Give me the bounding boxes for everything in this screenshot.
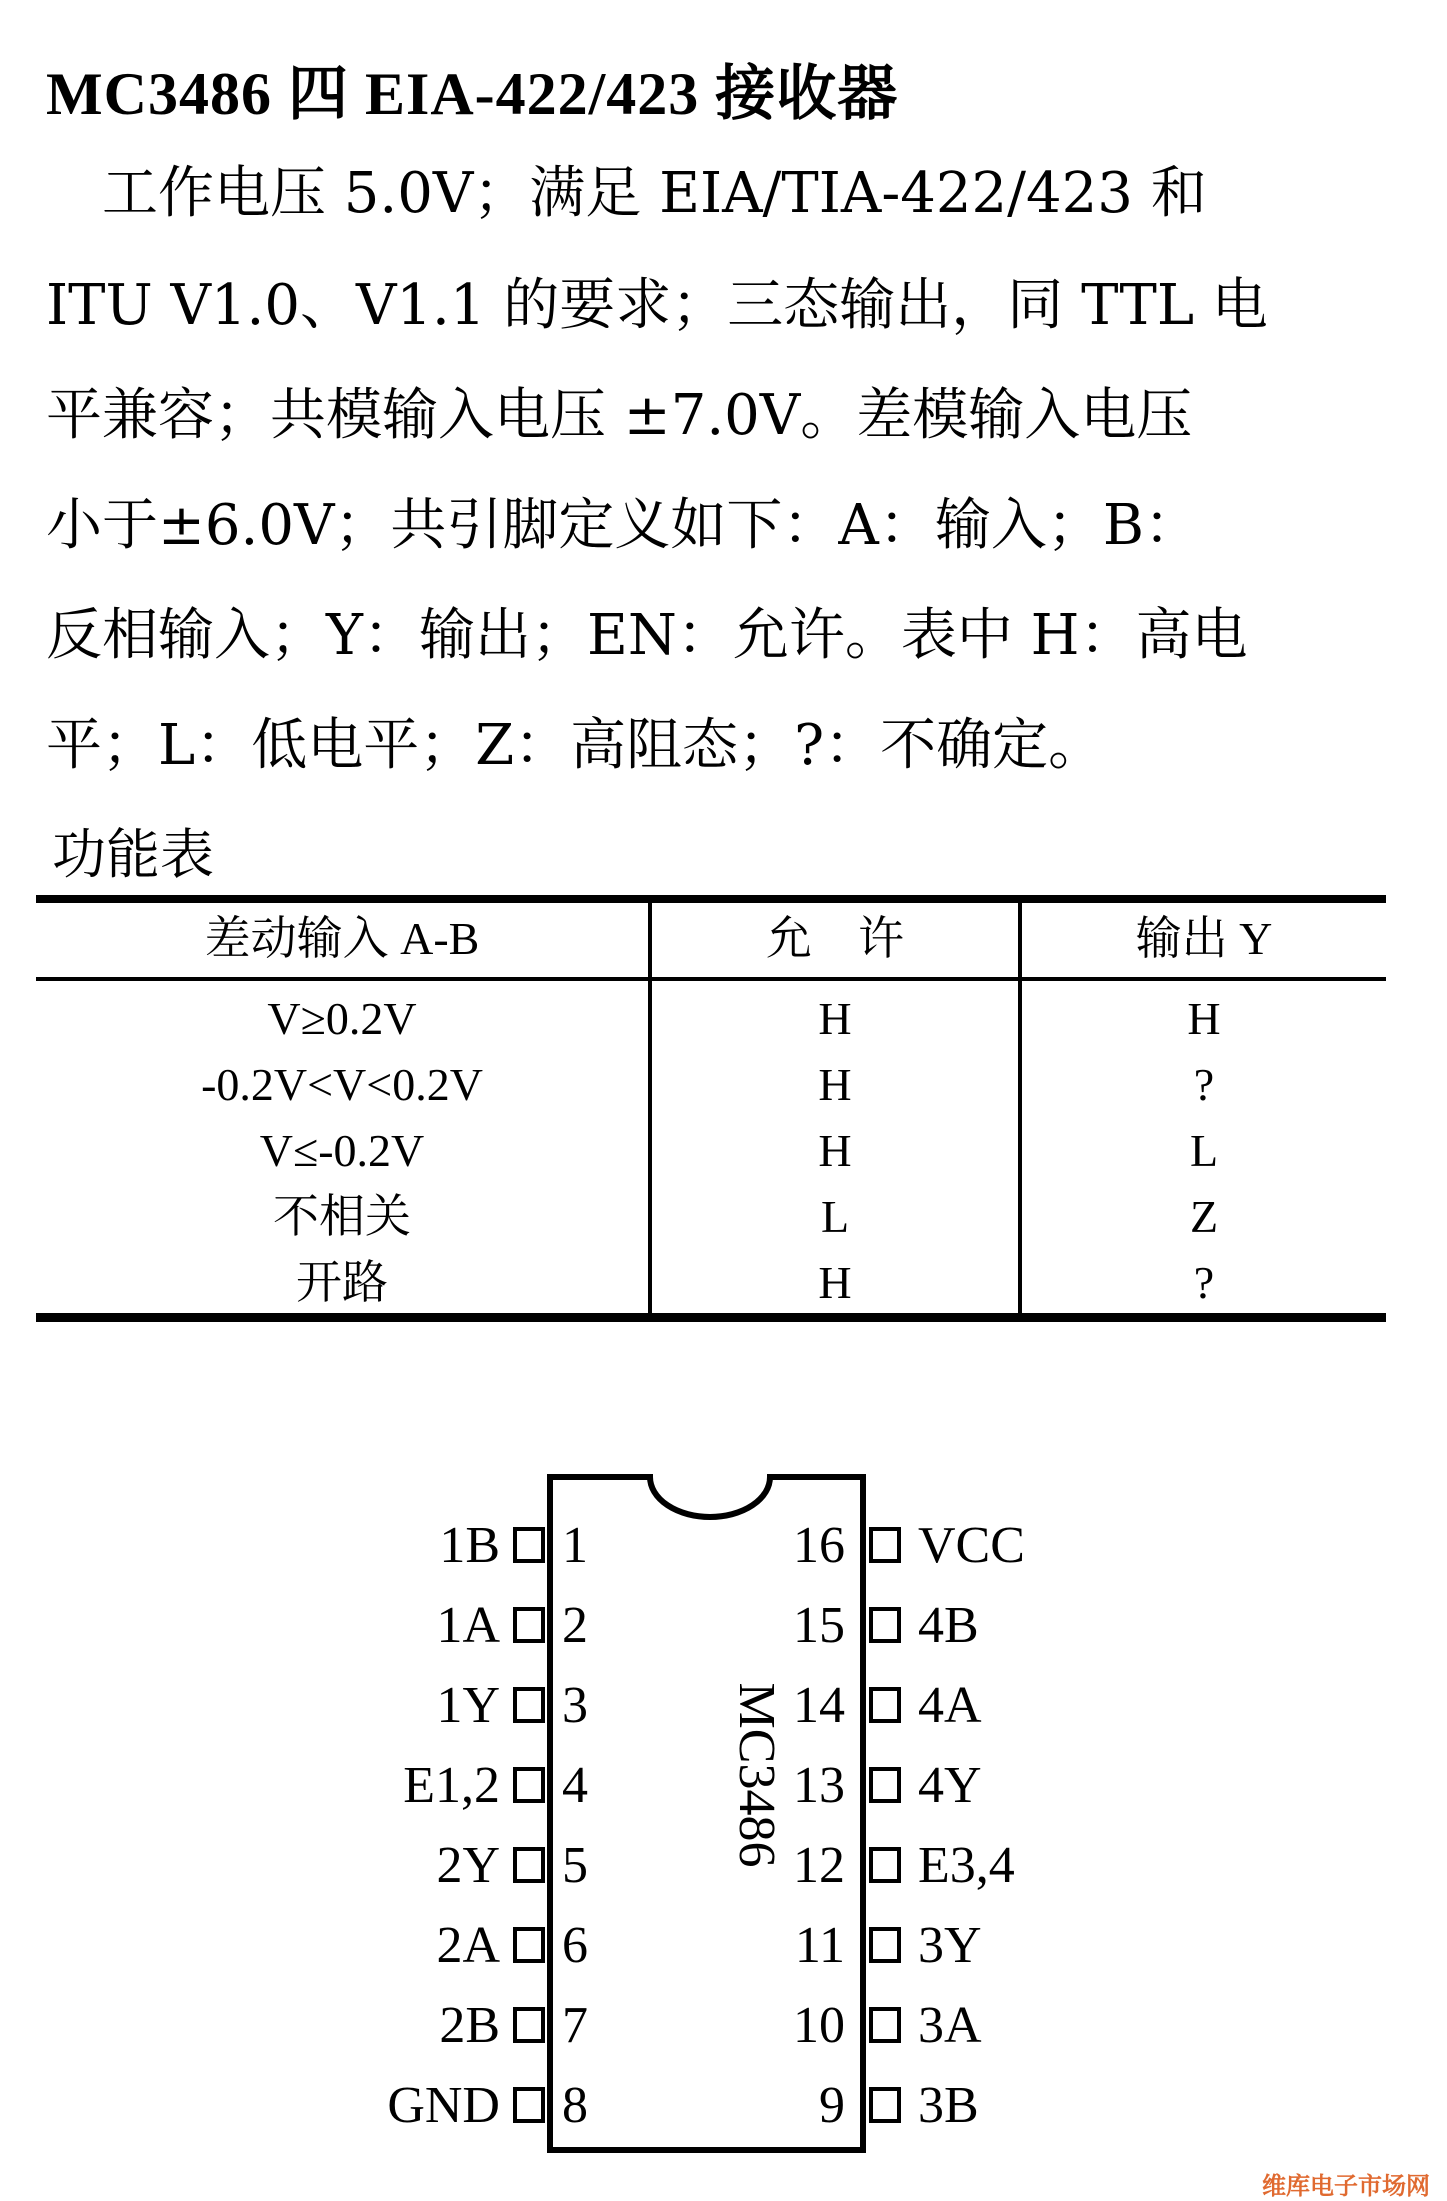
table-cell: 不相关 [273, 1191, 411, 1242]
table-caption: 功能表 [52, 823, 214, 886]
pin-label: GND [387, 2077, 500, 2134]
pin-label: 3A [918, 1997, 982, 2054]
pin-marker [871, 1609, 899, 1641]
watermark: 维库电子市场网 [1262, 2172, 1430, 2200]
pin-label: VCC [918, 1517, 1025, 1574]
description-line: 工作电压 5.0V；满足 EIA/TIA-422/423 和 [46, 161, 1207, 226]
description-line: 小于±6.0V；共引脚定义如下：A：输入；B： [46, 493, 1201, 558]
description-line: 平；L：低电平；Z：高阻态；?：不确定。 [46, 713, 1105, 778]
table-cell: H [818, 993, 852, 1044]
table-cell: Z [1189, 1191, 1219, 1242]
pin-marker [515, 2089, 543, 2121]
table-cell: H [818, 1257, 852, 1308]
pin-number: 6 [562, 1917, 588, 1974]
pin-label: 4Y [918, 1757, 982, 1814]
pin-label: 2B [439, 1997, 500, 2054]
pin-marker [871, 1769, 899, 1801]
table-cell: L [820, 1191, 850, 1242]
pin-label: 1Y [436, 1677, 500, 1734]
ic-part-name: MC3486 [728, 1682, 785, 1868]
pin-label: 1A [436, 1597, 500, 1654]
table-cell: -0.2V<V<0.2V [201, 1059, 483, 1110]
pin-number: 8 [562, 2077, 588, 2134]
pin-number: 1 [562, 1517, 588, 1574]
pin-label: 2Y [436, 1837, 500, 1894]
description-line: ITU V1.0、V1.1 的要求；三态输出，同 TTL 电 [46, 273, 1268, 338]
table-cell: ? [1193, 1059, 1215, 1110]
table-cell: 开路 [296, 1257, 388, 1308]
left-pins [387, 1517, 588, 2134]
pin-label: 4B [918, 1597, 979, 1654]
pin-marker [515, 1929, 543, 1961]
pin-number: 5 [562, 1837, 588, 1894]
pin-marker [871, 2089, 899, 2121]
pin-marker [871, 1529, 899, 1561]
pin-marker [515, 1529, 543, 1561]
pin-marker [515, 2009, 543, 2041]
table-header-cell: 差动输入 A-B [204, 913, 480, 964]
pin-number: 12 [793, 1837, 845, 1894]
pin-marker [515, 1609, 543, 1641]
table-header-cell: 输出 Y [1135, 913, 1273, 964]
table-cell: H [818, 1125, 852, 1176]
pin-marker [871, 1929, 899, 1961]
pin-label: 1B [439, 1517, 500, 1574]
pin-number: 9 [819, 2077, 845, 2134]
pin-marker [515, 1849, 543, 1881]
pin-number: 2 [562, 1597, 588, 1654]
table-cell: L [1189, 1125, 1219, 1176]
table-cell: H [1187, 993, 1221, 1044]
pin-number: 15 [793, 1597, 845, 1654]
table-cell: V≥0.2V [267, 993, 417, 1044]
pin-number: 16 [793, 1517, 845, 1574]
pin-number: 11 [794, 1917, 845, 1974]
table-cell: ? [1193, 1257, 1215, 1308]
pin-number: 13 [793, 1757, 845, 1814]
table-cell: V≤-0.2V [259, 1125, 425, 1176]
description-line: 平兼容；共模输入电压 ±7.0V。差模输入电压 [46, 383, 1193, 448]
pin-label: 2A [436, 1917, 500, 1974]
pin-label: 3Y [918, 1917, 982, 1974]
pin-label: E1,2 [403, 1757, 500, 1814]
table-cell: H [818, 1059, 852, 1110]
page-title: MC3486 四 EIA-422/423 接收器 [46, 61, 899, 127]
pin-label: 3B [918, 2077, 979, 2134]
pin-number: 14 [793, 1677, 845, 1734]
pin-number: 4 [562, 1757, 588, 1814]
pin-marker [515, 1689, 543, 1721]
pin-marker [871, 1689, 899, 1721]
pin-number: 3 [562, 1677, 588, 1734]
pin-number: 7 [562, 1997, 588, 2054]
pin-number: 10 [793, 1997, 845, 2054]
pin-label: 4A [918, 1677, 982, 1734]
pin-marker [515, 1769, 543, 1801]
pin-label: E3,4 [918, 1837, 1015, 1894]
right-pins [793, 1517, 1025, 2134]
table-header-cell: 允 许 [766, 913, 904, 964]
pin-marker [871, 2009, 899, 2041]
description-line: 反相输入；Y：输出；EN：允许。表中 H：高电 [46, 603, 1248, 668]
pin-marker [871, 1849, 899, 1881]
